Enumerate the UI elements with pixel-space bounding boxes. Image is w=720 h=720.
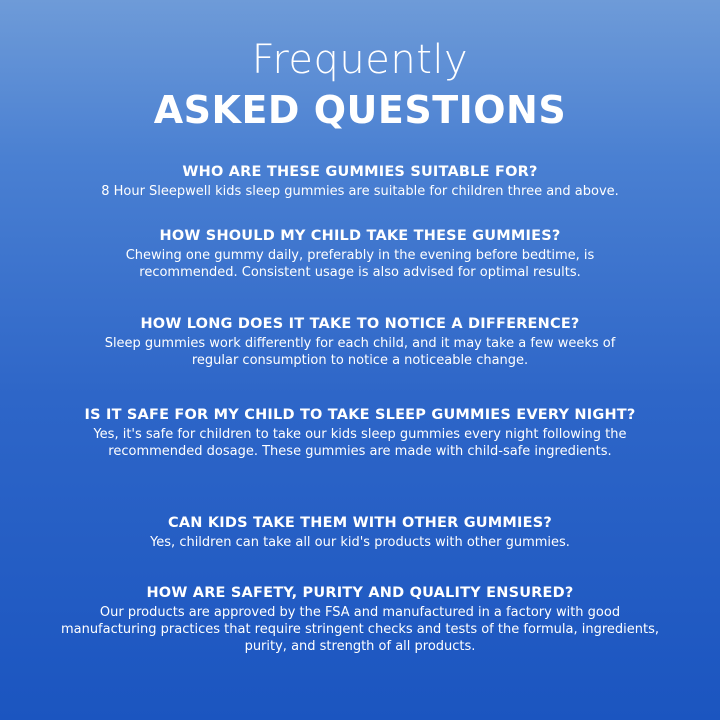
faq-question: CAN KIDS TAKE THEM WITH OTHER GUMMIES?: [167, 515, 552, 531]
faq-answer: Yes, children can take all our kid's products with other gummies.: [150, 535, 570, 550]
faq-item-quality: [40, 583, 680, 655]
faq-item-other-gummies: [40, 513, 680, 551]
faq-item-suitability: [40, 162, 680, 200]
faq-question: IS IT SAFE FOR MY CHILD TO TAKE SLEEP GUMMIES EVERY NIGHT?: [84, 407, 636, 423]
faq-item-time-to-notice: [40, 314, 680, 369]
page-title-light: Frequently: [251, 37, 469, 83]
faq-item-nightly-safety: [40, 405, 680, 460]
faq-item-usage: [40, 226, 680, 281]
page-title-bold: ASKED QUESTIONS: [153, 88, 567, 132]
faq-answer: Our products are approved by the FSA and manufactured in a factory with good manufacturing practices that require stringent checks and tests of the formula, ingredients, purity, and strength of all products.: [60, 605, 660, 654]
faq-question: HOW SHOULD MY CHILD TAKE THESE GUMMIES?: [159, 228, 561, 244]
faq-question: WHO ARE THESE GUMMIES SUITABLE FOR?: [182, 164, 538, 180]
faq-answer: Yes, it's safe for children to take our kids sleep gummies every night following the recommended dosage. These gummies are made with child-safe ingredients.: [93, 427, 627, 459]
faq-question: HOW ARE SAFETY, PURITY AND QUALITY ENSURED?: [146, 585, 574, 601]
faq-answer: Sleep gummies work differently for each child, and it may take a few weeks of regular consumption to notice a noticeable change.: [104, 336, 616, 368]
faq-answer: 8 Hour Sleepwell kids sleep gummies are suitable for children three and above.: [101, 184, 619, 199]
faq-answer: Chewing one gummy daily, preferably in the evening before bedtime, is recommended. Consistent usage is also advised for optimal results.: [125, 248, 595, 280]
faq-question: HOW LONG DOES IT TAKE TO NOTICE A DIFFERENCE?: [140, 316, 580, 332]
